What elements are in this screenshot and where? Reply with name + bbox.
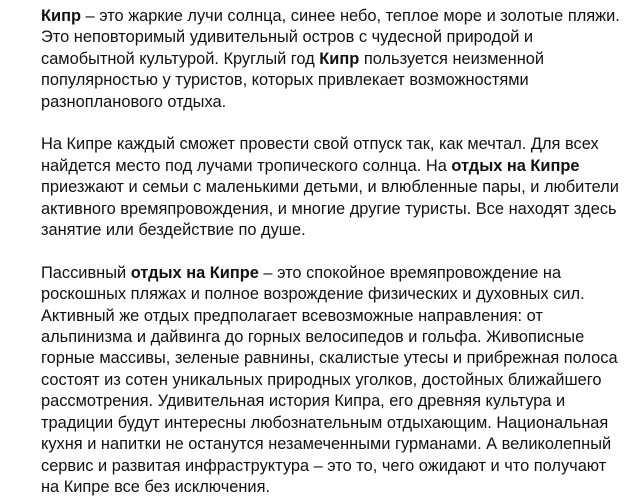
- bold-keyword: отдых на Кипре: [451, 156, 580, 175]
- paragraph-intro: [41, 6, 621, 113]
- text-run: пользуется неизменной популярностью у туристов, которых привлекает возможностями разнопланового отдыха.: [41, 49, 545, 111]
- bold-keyword: Кипр: [319, 49, 360, 68]
- paragraph-activities: [41, 263, 621, 498]
- text-run: – это спокойное времяпровождение на роскошных пляжах и полное возрождение физических и духовных сил. Активный же отдых предполагает всевозможные направления: от альпинизма и дайвинга до горных велосипедов и гольфа. Живописные горные массивы, зеленые равнины, скалистые утесы и прибрежная полоса состоят из сотен уникальных природных уголков, достойных ближайшего рассмотрения. Удивительная история Кипра, его древняя культура и традиции будут интересны любознательным отдыхающим. Национальная кухня и напитки не останутся незамеченными гурманами. А великолепный сервис и развитая инфраструктура – это то, чего ожидают и что получают на Кипре все без исключения.: [41, 263, 618, 496]
- text-run: – это жаркие лучи солнца, синее небо, теплое море и золотые пляжи. Это неповторимый удивительный остров с чудесной природой и самобытной культурой. Круглый год: [41, 7, 620, 68]
- text-run: приезжают и семьи с маленькими детьми, и влюбленные пары, и любители активного времяпровождения, и многие другие туристы. Все находят здесь занятие или бездействие по душе.: [41, 178, 619, 240]
- bold-keyword: отдых на Кипре: [130, 263, 259, 282]
- document-body: [41, 6, 621, 498]
- text-run: Пассивный: [41, 263, 131, 282]
- bold-keyword: Кипр: [41, 7, 81, 25]
- text-run: На Кипре каждый сможет провести свой отпуск так, как мечтал. Для всех найдется место под лучами тропического солнца. На: [41, 135, 599, 175]
- paragraph-vacation: [41, 134, 621, 241]
